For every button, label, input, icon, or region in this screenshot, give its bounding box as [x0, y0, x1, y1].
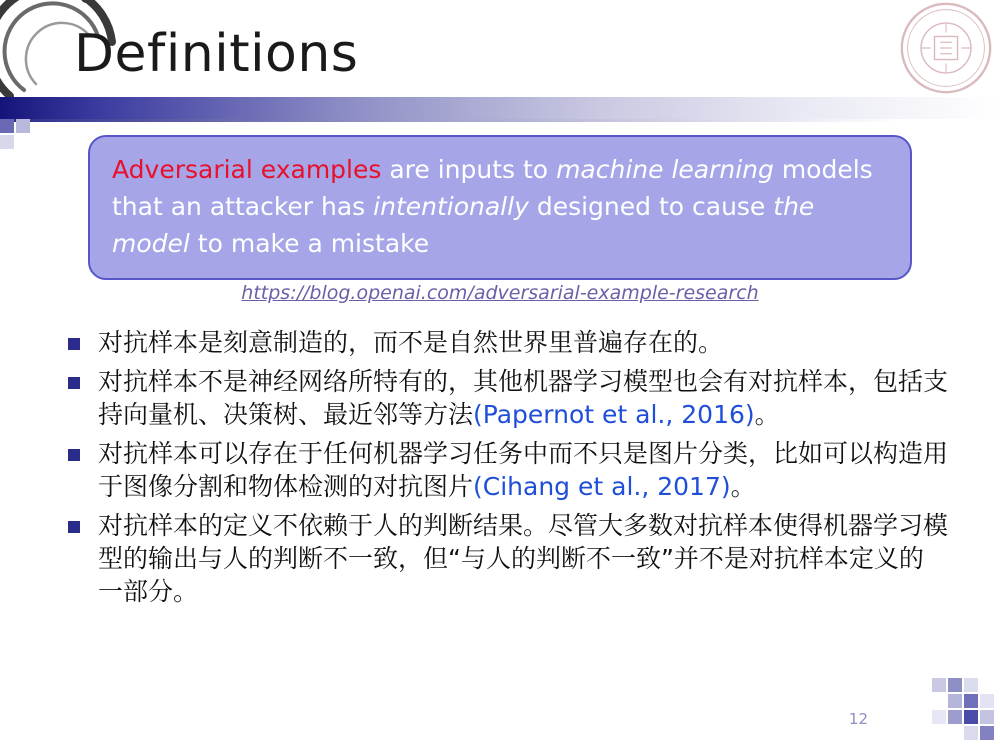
decoration-square [948, 694, 962, 708]
page-title: Definitions [74, 24, 359, 84]
decoration-square [0, 119, 14, 133]
list-item [68, 365, 948, 431]
quote-italic-2: intentionally [373, 192, 529, 221]
quote-text-part3: designed to cause [528, 192, 774, 221]
source-link[interactable]: https://blog.openai.com/adversarial-example-research [241, 282, 759, 304]
bullet-square-icon [68, 338, 80, 350]
decoration-square [948, 678, 962, 692]
university-logo-icon [898, 0, 994, 96]
page-number: 12 [848, 710, 868, 728]
list-item-text: 对抗样本的定义不依赖于人的判断结果。尽管大多数对抗样本使得机器学习模型的输出与人的判断不一致，但“与人的判断不一致”并不是对抗样本定义的一部分。 [98, 511, 949, 606]
decoration-square [932, 678, 946, 692]
list-item-text: 对抗样本可以存在于任何机器学习任务中而不只是图片分类，比如可以构造用于图像分割和物体检测的对抗图片 [98, 439, 949, 501]
decoration-square [964, 710, 978, 724]
bullet-square-icon [68, 449, 80, 461]
bullet-square-icon [68, 377, 80, 389]
bullet-square-icon [68, 521, 80, 533]
list-item-label [98, 365, 948, 431]
decoration-square [964, 678, 978, 692]
title-underline-bar-thin [0, 119, 1000, 122]
list-item [68, 326, 948, 359]
bullet-list [68, 326, 948, 614]
decoration-square [964, 694, 978, 708]
title-underline-bar [0, 97, 1000, 119]
list-item-label [98, 437, 948, 503]
decoration-square [980, 694, 994, 708]
citation-reference: (Cihang et al., 2017) [473, 472, 731, 501]
quote-highlight-term: Adversarial examples [112, 155, 382, 184]
quote-italic-1: machine learning [556, 155, 774, 184]
decoration-square [980, 710, 994, 724]
decoration-square [932, 710, 946, 724]
decoration-square [16, 119, 30, 133]
list-item [68, 437, 948, 503]
list-item-text: 对抗样本不是神经网络所特有的，其他机器学习模型也会有对抗样本，包括支持向量机、决策树、最近邻等方法 [98, 367, 949, 429]
quote-text-part2: models that an attacker has [112, 155, 873, 221]
citation-reference: (Papernot et al., 2016) [473, 400, 755, 429]
quote-callout-box [88, 135, 912, 280]
decoration-square [964, 726, 978, 740]
list-item-label [98, 326, 948, 359]
quote-italic-3: the model [112, 192, 815, 258]
quote-text-part1: are inputs to [381, 155, 557, 184]
list-item [68, 509, 948, 608]
quote-text-part4: to make a mistake [189, 229, 430, 258]
decoration-square [948, 710, 962, 724]
list-item-label [98, 509, 948, 608]
decoration-square [0, 135, 14, 149]
list-item-text: 。 [730, 472, 756, 501]
list-item-text: 对抗样本是刻意制造的，而不是自然世界里普遍存在的。 [98, 328, 724, 357]
decoration-square [980, 726, 994, 740]
list-item-text: 。 [754, 400, 780, 429]
